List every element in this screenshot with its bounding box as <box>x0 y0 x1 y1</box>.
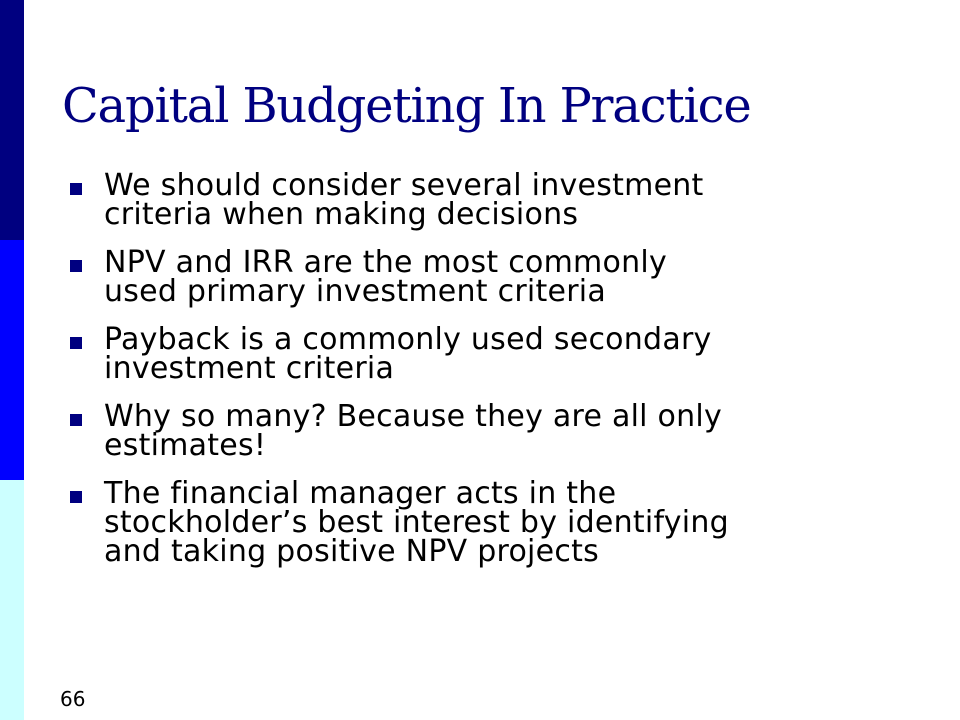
square-bullet-icon <box>70 260 82 272</box>
square-bullet-icon <box>70 491 82 503</box>
bullet-item <box>66 399 926 463</box>
bullet-text-line: and taking positive NPV projects <box>104 534 599 569</box>
bullet-item <box>66 322 926 386</box>
bullet-text-line: used primary investment criteria <box>104 274 607 309</box>
bullet-text-line: Payback is a commonly used secondary <box>104 322 712 357</box>
bullet-item <box>66 476 926 569</box>
bullet-item <box>66 245 926 309</box>
sidebar-stripe-bottom <box>0 480 24 720</box>
sidebar-stripe-middle <box>0 240 24 480</box>
square-bullet-icon <box>70 337 82 349</box>
bullet-text-line: estimates! <box>104 428 267 463</box>
bullet-text-line: investment criteria <box>104 351 395 386</box>
slide-title: Capital Budgeting In Practice <box>62 78 751 134</box>
square-bullet-icon <box>70 414 82 426</box>
bullet-text-line: stockholder’s best interest by identifying <box>104 505 729 540</box>
square-bullet-icon <box>70 183 82 195</box>
bullet-list <box>66 168 926 585</box>
page-number: 66 <box>60 687 86 711</box>
bullet-text-line: The financial manager acts in the <box>104 476 617 511</box>
bullet-text-line: NPV and IRR are the most commonly <box>104 245 667 280</box>
bullet-text-line: Why so many? Because they are all only <box>104 399 722 434</box>
bullet-item <box>66 168 926 232</box>
bullet-text-line: criteria when making decisions <box>104 197 579 232</box>
bullet-text-line: We should consider several investment <box>104 168 704 203</box>
sidebar-stripe-top <box>0 0 24 240</box>
